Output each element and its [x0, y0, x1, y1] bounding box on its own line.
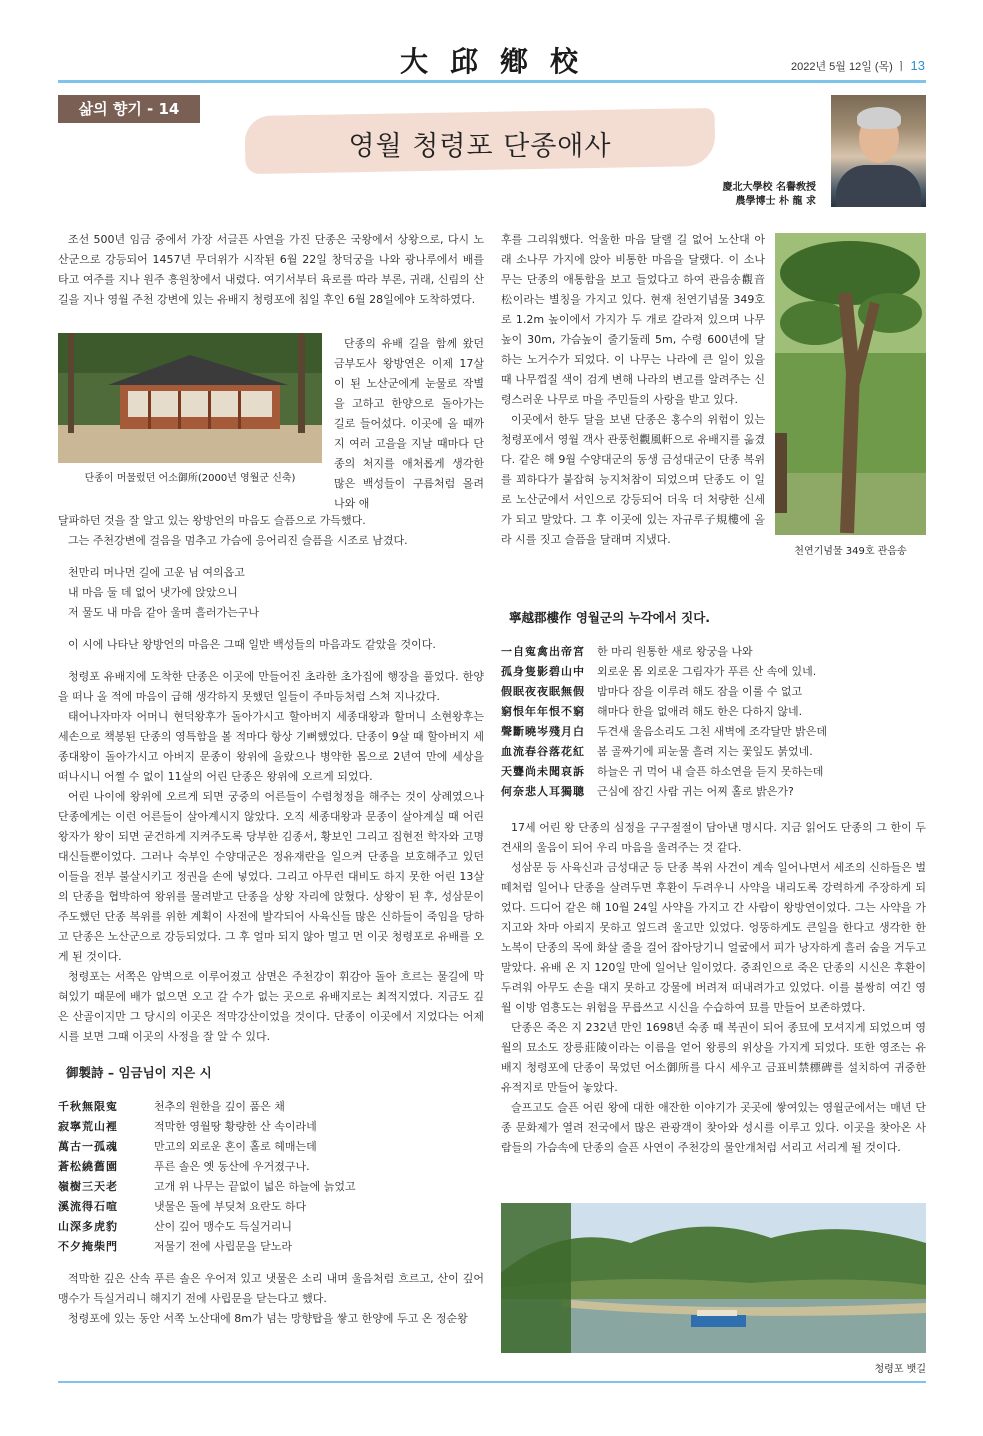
korean-verse: 산이 깊어 맹수도 득실거리니 — [154, 1220, 293, 1233]
series-label: 삶의 향기 - 14 — [58, 95, 200, 123]
hanja-verse: 一自寃禽出帝宮 — [501, 645, 585, 658]
dateline — [791, 58, 925, 74]
hanja-verse: 何奈悲人耳獨聰 — [501, 785, 585, 798]
poem-row — [58, 1237, 484, 1257]
poem-row — [58, 1217, 484, 1237]
masthead: 大邱鄕校 — [400, 45, 601, 78]
paragraph: 17세 어린 왕 단종의 심정을 구구절절이 담아낸 명시다. 지금 읽어도 단종의 그 한이 두견새의 울음이 되어 우리 마음을 울려주는 것 같다. — [501, 821, 926, 854]
poem-heading: 御製詩 – 임금님이 지은 시 — [66, 1065, 212, 1080]
korean-verse: 봄 골짜기에 피눈물 흘려 지는 꽃잎도 붉었네. — [597, 745, 813, 758]
korean-verse: 하늘은 귀 먹어 내 슬픈 하소연을 듣지 못하는데 — [597, 765, 824, 778]
hanja-verse: 蒼松繞舊園 — [58, 1160, 118, 1173]
author-title: 慶北大學校 名譽敎授 — [722, 182, 816, 193]
hanja-verse: 山深多虎豹 — [58, 1220, 118, 1233]
poem-row — [501, 682, 926, 702]
footer-rule — [58, 1381, 926, 1383]
hanja-verse: 千秋無限寃 — [58, 1100, 118, 1113]
right-column-body — [501, 608, 926, 1158]
poem-row — [501, 662, 926, 682]
korean-verse: 고개 위 나무는 끝없이 넓은 하늘에 늙었고 — [154, 1180, 356, 1193]
paragraph: 단종은 죽은 지 232년 만인 1698년 숙종 때 복권이 되어 종묘에 모셔지게 되었으며 영월의 묘소도 장릉莊陵이라는 이름을 얻어 왕릉의 위상을 가지게 되었다. 또한 영조는 유배지 청령포에 단종이 묵었던 어소御所를 다시 세우고 금표비禁標碑를 설치하여 귀중한 유적지로 만들어 놓았다. — [501, 1021, 926, 1094]
paragraph: 이 시에 나타난 왕방언의 마음은 그때 일반 백성들의 마음과도 같았을 것이다. — [68, 638, 436, 651]
paragraph: 태어나자마자 어머니 현덕왕후가 돌아가시고 할아버지 세종대왕과 할머니 소현왕후는 세손으로 책봉된 단종의 영특함을 볼 적마다 항상 기뻐했었다. 단종이 9살 때 할아버지 세종대왕이 돌아가시고 아버지 문종이 왕위에 올랐으나 병약한 몸으로 2년여 만에 세상을 떠나시니 어쩔 수 없이 11살의 어린 단종은 왕위에 오르게 되었다. — [58, 710, 484, 783]
hanja-verse: 萬古一孤魂 — [58, 1140, 118, 1153]
hanja-verse: 孤身隻影碧山中 — [501, 665, 585, 678]
left-column-body — [58, 511, 484, 1329]
hanja-verse: 寂寧荒山裡 — [58, 1120, 118, 1133]
hanja-verse: 天聾尚未聞哀訴 — [501, 765, 585, 778]
paragraph: 적막한 깊은 산속 푸른 솔은 우어져 있고 냇물은 소리 내며 울음처럼 흐르고, 산이 깊어 맹수가 득실거리니 해지기 전에 사립문을 닫는다고 했다. — [58, 1272, 484, 1305]
photo-caption: 천연기념물 349호 관음송 — [794, 546, 907, 557]
river-boat-photo — [501, 1203, 926, 1353]
poem-heading: 寧越郡樓作 영월군의 누각에서 짓다. — [509, 610, 711, 625]
korean-verse: 해마다 한을 없애려 해도 한은 다하지 않네. — [597, 705, 803, 718]
poem-row — [501, 642, 926, 662]
korean-verse: 한 마리 원통한 새로 왕궁을 나와 — [597, 645, 753, 658]
photo-caption: 단종이 머물렀던 어소御所(2000년 영월군 신축) — [84, 473, 296, 484]
poem-row — [501, 742, 926, 762]
issue-date: 2022년 5월 12일 (목) ㅣ — [791, 61, 907, 73]
paragraph: 슬프고도 슬픈 어린 왕에 대한 애잔한 이야기가 곳곳에 쌓여있는 영월군에서는 매년 단종 문화제가 열려 전국에서 많은 관광객이 찾아와 성시를 이루고 있다. 이곳을 찾아온 사람들의 가슴속에 단종의 슬픈 사연이 주천강의 물안개처럼 서리고 서리게 될 것이다. — [501, 1101, 926, 1154]
hanja-verse: 假眠夜夜眠無假 — [501, 685, 585, 698]
paragraph: 조선 500년 임금 중에서 가장 서글픈 사연을 가진 단종은 국왕에서 상왕으로, 다시 노산군으로 강등되어 1457년 무더위가 시작된 6월 22일 창덕궁을 나와 광나루에서 배를 타고 여주를 지나 원주 흥원창에서 내렸다. 여기서부터 육로를 따라 부론, 귀래, 신림의 산길을 지나 영월 주천 강변에 있는 유배지 청령포에 침일 후인 6월 28일에야 도착하였다. — [58, 233, 484, 306]
paragraph: 그는 주천강변에 걸음을 멈추고 가슴에 응어리진 슬픔을 시조로 남겼다. — [68, 534, 408, 547]
korean-verse: 적막한 영월땅 황량한 산 속이라네 — [154, 1120, 317, 1133]
header-rule — [58, 80, 926, 83]
poem-row — [58, 1137, 484, 1157]
page-number: 13 — [910, 58, 925, 73]
paragraph: 단종의 유배 길을 함께 왔던 금부도사 왕방연은 이제 17살이 된 노산군에게 눈물로 작별을 고하고 한양으로 돌아가는 길로 들어섰다. 이곳에 올 때까지 여러 고을을 지날 때마다 단종의 처지를 애처롭게 생각한 많은 백성들이 구름처럼 몰려 나와 애 — [334, 337, 484, 510]
paragraph: 청령포는 서쪽은 암벽으로 이루어졌고 삼면은 주천강이 휘감아 돌아 흐르는 물길에 막혀있기 때문에 배가 없으면 오고 갈 수가 없는 곳으로 유배지로는 최적지였다. 지금도 깊은 산골이지만 그 당시의 이곳은 적막강산이었을 것이다. 단종이 이곳에서 지었다는 어제시를 보면 그때 이곳의 사정을 잘 알 수 있다. — [58, 970, 484, 1043]
korean-verse: 저물기 전에 사립문을 닫노라 — [154, 1240, 293, 1253]
hanja-verse: 溪流得石喧 — [58, 1200, 118, 1213]
korean-verse: 푸른 솔은 옛 동산에 우거졌구나. — [154, 1160, 310, 1173]
poem-row — [501, 762, 926, 782]
left-column-top — [58, 230, 484, 310]
korean-verse: 냇물은 돌에 부딪쳐 요란도 하다 — [154, 1200, 307, 1213]
korean-verse: 근심에 잠긴 사람 귀는 어찌 홀로 밝은가? — [597, 785, 794, 798]
poem-line: 천만리 머나먼 길에 고운 님 여의옵고 — [68, 566, 245, 579]
poem-row — [58, 1097, 484, 1117]
hanja-verse: 嶺樹三天老 — [58, 1180, 118, 1193]
korean-verse: 천추의 원한을 깊이 품은 채 — [154, 1100, 285, 1113]
poem-row — [58, 1177, 484, 1197]
gwaneumsong-pine-photo — [775, 233, 926, 535]
korean-verse: 두견새 울음소리도 그친 새벽에 조각달만 밝은데 — [597, 725, 828, 738]
article-title: 영월 청령포 단종애사 — [348, 131, 612, 162]
paragraph: 청령포 유배지에 도착한 단종은 이곳에 만들어진 초라한 초가집에 행장을 풀었다. 한양을 떠나 올 적에 마음이 급해 생각하지 못했던 일들이 주마등처럼 스쳐 지나갔다. — [58, 670, 484, 703]
author-portrait — [831, 95, 926, 207]
paragraph: 달파하던 것을 잘 알고 있는 왕방언의 마음도 슬픔으로 가득했다. — [58, 514, 366, 527]
poem-row — [501, 782, 926, 802]
poem-row — [58, 1117, 484, 1137]
hanja-verse: 聲斷曉岑殘月白 — [501, 725, 585, 738]
poem-row — [501, 702, 926, 722]
paragraph: 어린 나이에 왕위에 오르게 되면 궁중의 어른들이 수렴청정을 해주는 것이 상례였으나 단종에게는 이런 어른들이 살아계시지 않았다. 오직 세종대왕과 문종이 살아계실 때 어린 왕자가 왕이 되면 굳건하게 지켜주도록 당부한 김종서, 황보인 그리고 집현전 학자와 고명대신들뿐이었다. 그러나 숙부인 수양대군은 정유재란을 일으켜 단종을 보호해주고 있던 이들을 전부 불살시키고 정권을 손에 넣었다. 그리고 아무런 대비도 하지 못한 어린 13살의 단종을 협박하여 왕위를 물려받고 단종을 상왕 자리에 앉혔다. 상왕이 된 후, 성삼문이 주도했던 단종 복위를 위한 계획이 사전에 발각되어 사육신들 많은 신하들이 죽임을 당하고 단종은 노산군으로 강등되었다. 그 후 얼마 되지 않아 멀고 먼 이곳 청령포로 유배를 오게 된 것이다. — [58, 790, 484, 963]
poem-row — [58, 1197, 484, 1217]
poem-row — [501, 722, 926, 742]
poem-line: 저 물도 내 마음 같아 울며 흘러가는구나 — [68, 606, 259, 619]
hanja-verse: 窮恨年年恨不窮 — [501, 705, 585, 718]
paragraph: 청령포에 있는 동안 서쪽 노산대에 8m가 넘는 망향탑을 쌓고 한양에 두고 온 정순왕 — [68, 1312, 468, 1325]
paragraph: 이곳에서 한두 달을 보낸 단종은 홍수의 위험이 있는 청령포에서 영월 객사 관풍헌觀風軒으로 유배지를 옮겼다. 같은 해 9월 수양대군의 동생 금성대군이 단종 복위를 꾀하다가 붙잡혀 능지처참이 되었으며 단종도 이 일로 노산군에서 서인으로 강등되어 더욱 더 처량한 신세가 되고 말았다. 그 후 이곳에 있는 자규루子規樓에 올라 시를 짓고 슬픔을 달래며 지냈다. — [501, 413, 765, 546]
korean-verse: 만고의 외로운 혼이 홀로 헤매는데 — [154, 1140, 317, 1153]
hanja-verse: 不夕掩柴門 — [58, 1240, 118, 1253]
paragraph: 후를 그리워했다. 억울한 마음 달랠 길 없어 노산대 아래 소나무 가지에 앉아 비통한 마음을 달랬다. 이 소나무는 단종의 애통함을 보고 들었다고 하여 관음송觀音松이라는 별칭을 가지고 있다. 현재 천연기념물 349호로 1.2m 높이에서 가지가 두 개로 갈라져 있으며 나무높이 30m, 가슴높이 줄기둘레 5m, 수령 600년에 달하는 노거수가 되었다. 이 나무는 나라에 큰 일이 있을 때 나무껍질 색이 검게 변해 나라의 변고를 알려주는 신령스러운 나무로 마을 주민들의 사랑을 받고 있다. — [501, 233, 765, 406]
left-column-wrap — [334, 334, 484, 514]
korean-verse: 외로운 몸 외로운 그림자가 푸른 산 속에 있네. — [597, 665, 817, 678]
paragraph: 성삼문 등 사육신과 금성대군 등 단종 복위 사건이 계속 일어나면서 세조의 신하들은 벌떼처럼 일어나 단종을 살려두면 후환이 두려우니 사약을 내리도록 강력하게 주장하게 되었다. 드디어 같은 해 10월 24일 사약을 가지고 간 사람이 왕방연이었다. 그는 사약을 가지고와 차마 아뢰지 못하고 엎드려 울고만 있었다. 엉뚱하게도 큰일을 한다고 생각한 한 노복이 단종의 목에 화살 줄을 걸어 잡아당기니 얼굴에서 피가 낭자하게 흘러 숨을 거두고 말았다. 유배 온 지 120일 만에 일어난 일이었다. 중죄인으로 죽은 단종의 시신은 후환이 두려워 아무도 손을 대지 못하고 강물에 버려져 떠내려가고 있었다. 이를 불쌍히 여긴 영월 이방 엄흥도는 위험을 무릅쓰고 시신을 수습하여 묘를 만들어 보존하였다. — [501, 861, 926, 1014]
photo-caption: 청령포 뱃길 — [874, 1364, 926, 1375]
hanja-verse: 血流春谷落花紅 — [501, 745, 585, 758]
author-byline — [680, 181, 816, 209]
korean-verse: 밤마다 잠을 이루려 해도 잠을 이룰 수 없고 — [597, 685, 803, 698]
poem-row — [58, 1157, 484, 1177]
royal-residence-photo — [58, 333, 322, 463]
right-column-top — [501, 230, 765, 550]
poem-line: 내 마음 둘 데 없어 냇가에 앉았으니 — [68, 586, 238, 599]
author-name: 農學博士 朴 龍 求 — [735, 196, 816, 207]
